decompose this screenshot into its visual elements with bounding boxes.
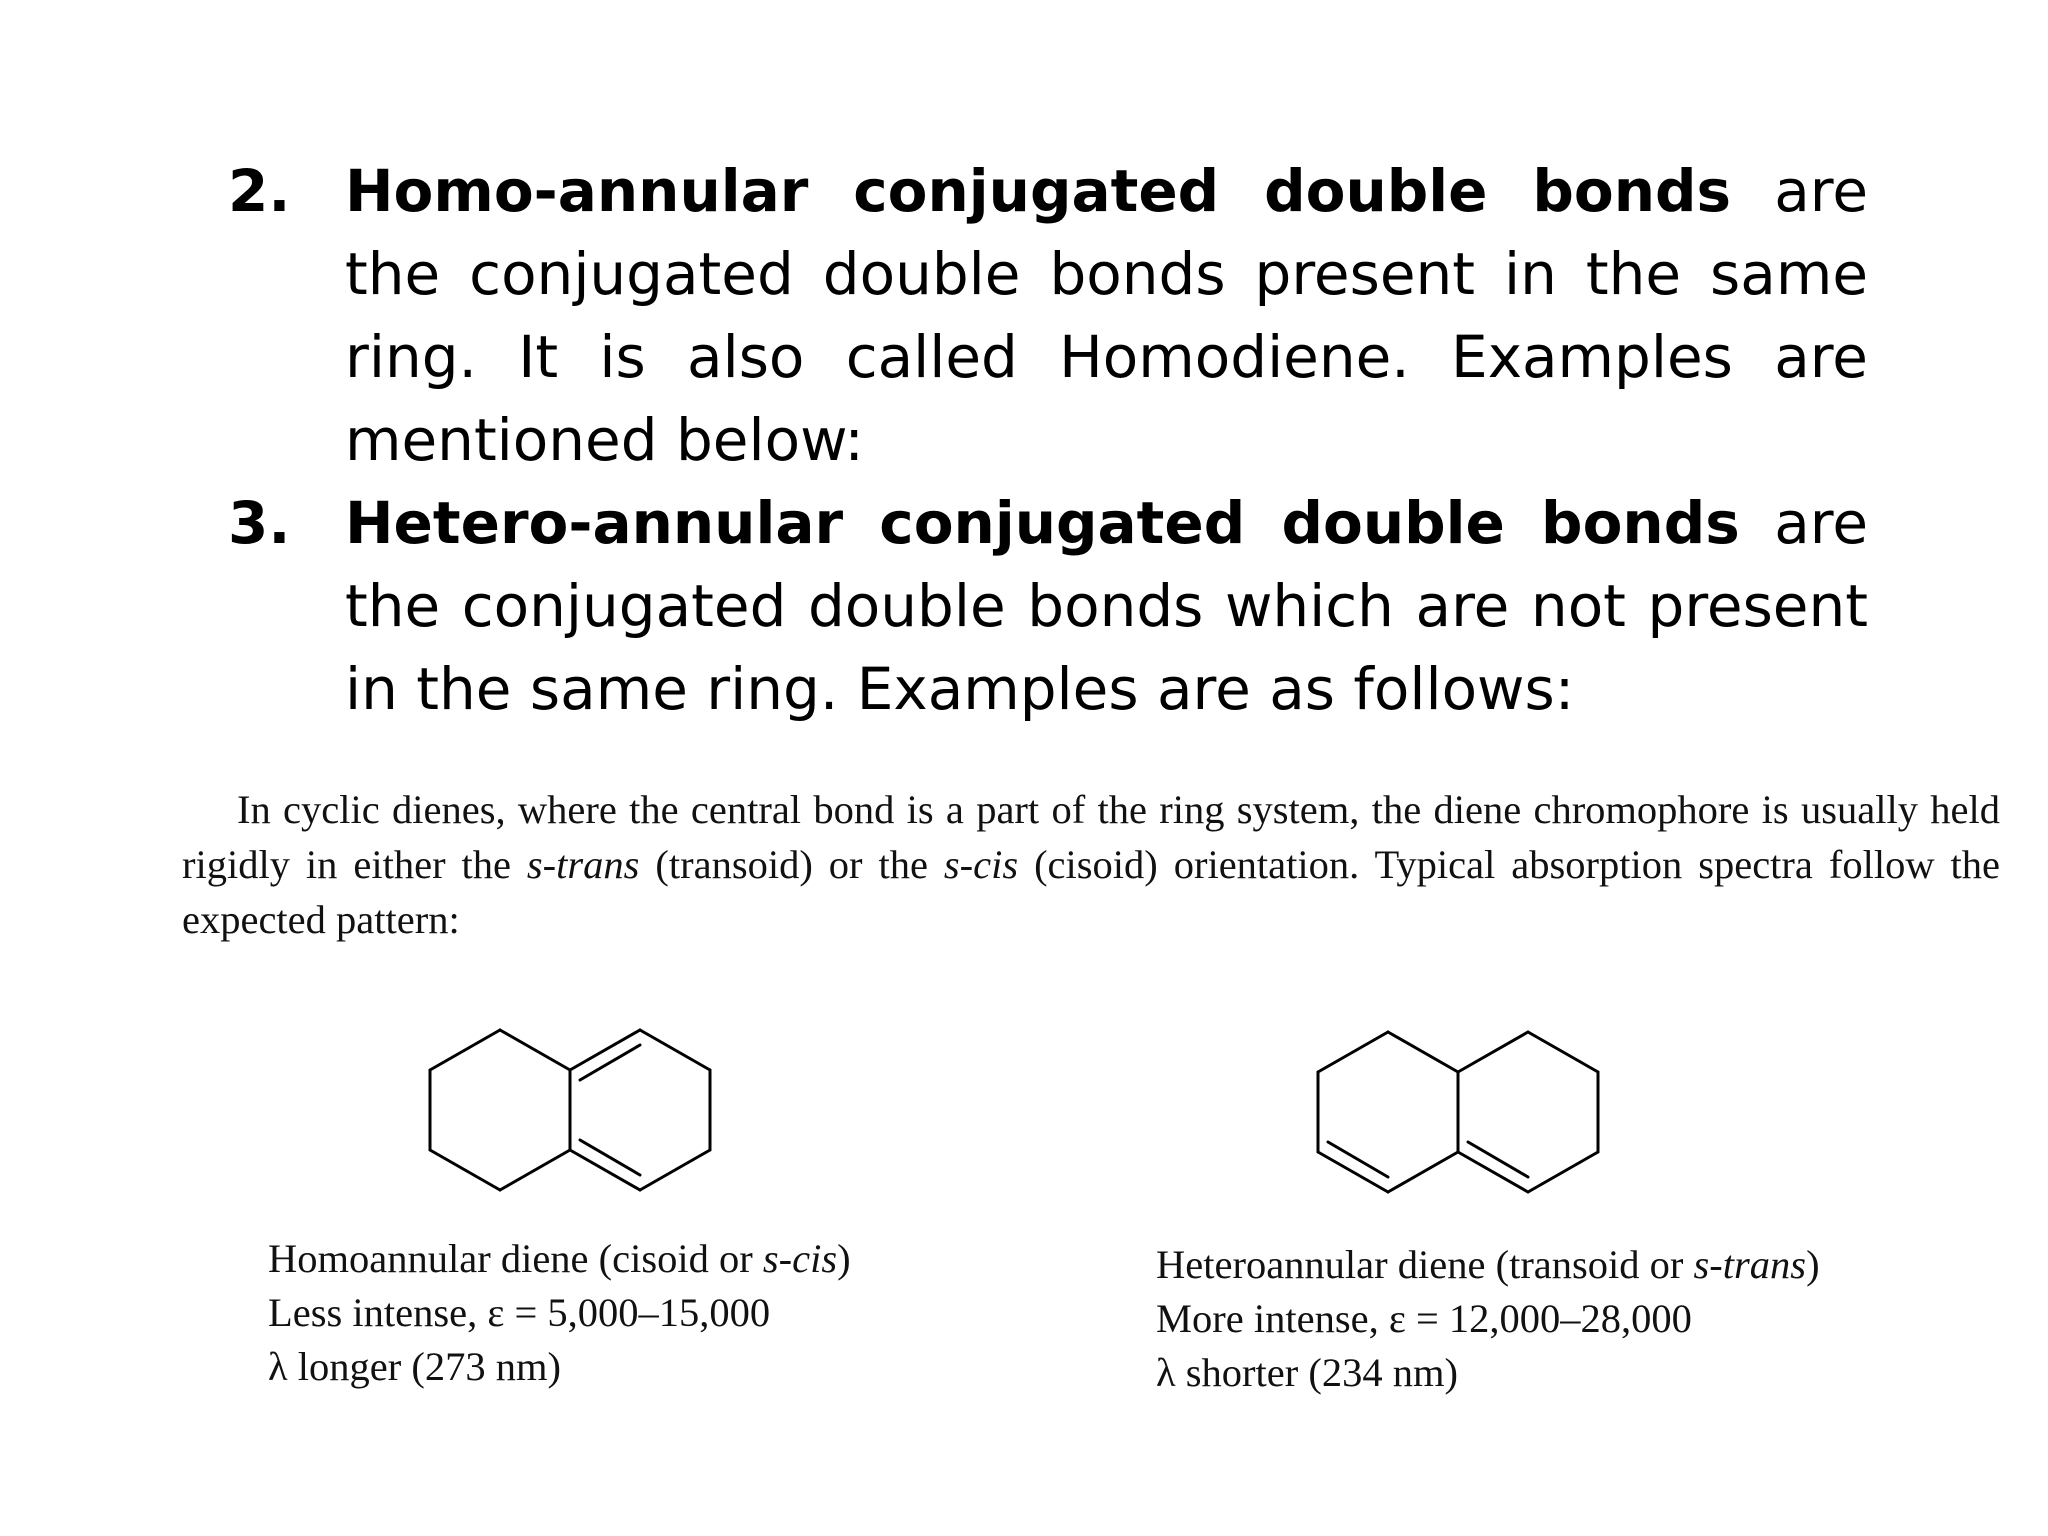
textbook-excerpt [182, 782, 2000, 947]
bond [1388, 1152, 1458, 1192]
heteroannular-wavelength: λ shorter (234 nm) [1156, 1350, 1458, 1395]
title-prefix: Homoannular diene (cisoid or [268, 1236, 763, 1281]
bond [430, 1030, 500, 1070]
homoannular-diene-structure [420, 1010, 740, 1215]
heteroannular-caption [1156, 1238, 1820, 1400]
point-hetero-annular [228, 482, 1868, 731]
heteroannular-diene-structure [1308, 1012, 1628, 1217]
excerpt-s-cis: s-cis [943, 842, 1019, 887]
excerpt-s-trans: s-trans [526, 842, 640, 887]
homoannular-caption [268, 1232, 851, 1394]
bond [1318, 1032, 1388, 1072]
excerpt-part-3: (cisoid) orientation. Typical absorption spectra follow the expected pattern: [182, 842, 2000, 942]
point-number: 2. [228, 157, 291, 225]
point-term: Homo-annular conjugated double bonds [345, 157, 1732, 225]
excerpt-part-1: In cyclic dienes, where the central bond is a part of the ring system, the diene chromophore is usually held rigidly in either the [182, 787, 2000, 887]
bond [640, 1030, 710, 1070]
definition-list [228, 150, 1868, 731]
bond [1388, 1032, 1458, 1072]
double-bond-inner [1328, 1142, 1388, 1177]
bond [500, 1150, 570, 1190]
bond [640, 1150, 710, 1190]
point-number: 3. [228, 489, 291, 557]
excerpt-part-2: (transoid) or the [639, 842, 944, 887]
point-text: are the conjugated double bonds which are not present in the same ring. Examples are as follows: [345, 489, 1869, 723]
bond [1528, 1032, 1598, 1072]
title-suffix: ) [1806, 1242, 1820, 1287]
double-bond-inner [580, 1045, 640, 1080]
title-prefix: Heteroannular diene (transoid or [1156, 1242, 1694, 1287]
heteroannular-title [1156, 1238, 1820, 1292]
homoannular-wavelength: λ longer (273 nm) [268, 1344, 561, 1389]
bond [430, 1150, 500, 1190]
homoannular-intensity: Less intense, ε = 5,000–15,000 [268, 1290, 771, 1335]
point-term: Hetero-annular conjugated double bonds [345, 489, 1740, 557]
bond [1528, 1152, 1598, 1192]
title-italic: s-trans [1693, 1242, 1807, 1287]
homoannular-title [268, 1232, 851, 1286]
point-text: are the conjugated double bonds present in the same ring. It is also called Homodiene. Examples are mentioned below: [345, 157, 1869, 474]
double-bond-inner [1468, 1142, 1528, 1177]
bond [1458, 1032, 1528, 1072]
point-homo-annular [228, 150, 1868, 482]
bond [500, 1030, 570, 1070]
heteroannular-intensity: More intense, ε = 12,000–28,000 [1156, 1296, 1692, 1341]
title-italic: s-cis [762, 1236, 838, 1281]
double-bond-inner [580, 1140, 640, 1175]
title-suffix: ) [837, 1236, 851, 1281]
